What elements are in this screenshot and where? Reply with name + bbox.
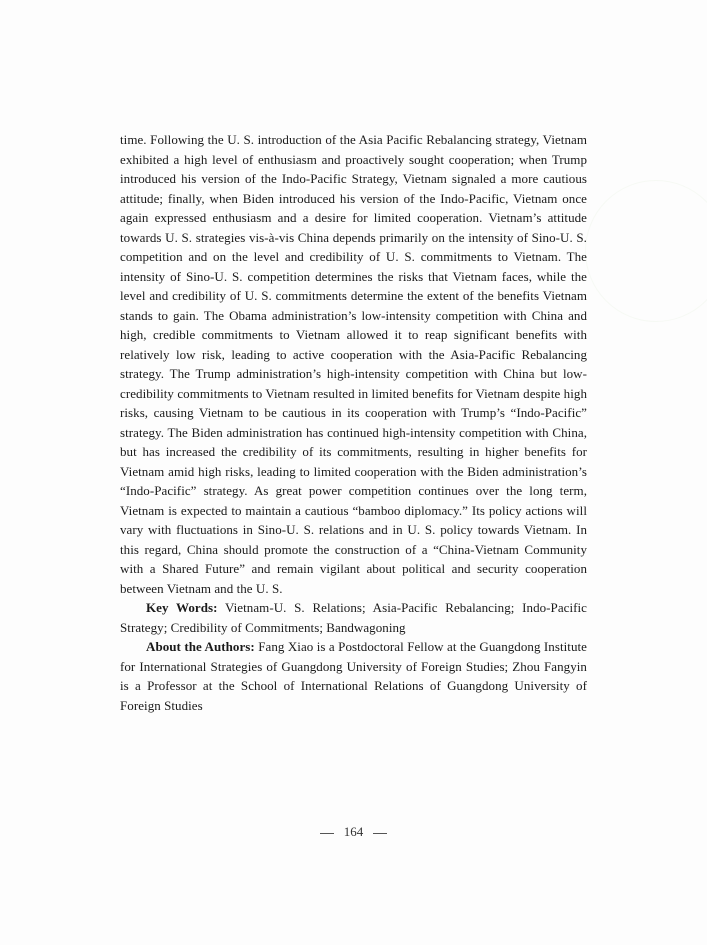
- authors-text: Fang Xiao is a Postdoctoral Fellow at the Guangdong Institute for International Strategies of Guangdong University of Foreign Studies; Zhou Fangyin is a Professor at the School of International Relations of Guangdong University of Foreign Studies: [120, 639, 587, 713]
- keywords-paragraph: [120, 598, 587, 637]
- page-number: 164: [343, 824, 364, 839]
- article-text: [120, 130, 587, 715]
- abstract-paragraph: time. Following the U. S. introduction of the Asia Pacific Rebalancing strategy, Vietnam exhibited a high level of enthusiasm and proactively sought cooperation; when Trump introduced his version of the Indo-Pacific Strategy, Vietnam signaled a more cautious attitude; finally, when Biden introduced his version of the Indo-Pacific, Vietnam once again expressed enthusiasm and a desire for limited cooperation. Vietnam’s attitude towards U. S. strategies vis-à-vis China depends primarily on the intensity of Sino-U. S. competition and on the level and credibility of U. S. commitments to Vietnam. The intensity of Sino-U. S. competition determines the risks that Vietnam faces, while the level and credibility of U. S. commitments determine the extent of the benefits Vietnam stands to gain. The Obama administration’s low-intensity competition with China and high, credible commitments to Vietnam allowed it to reap significant benefits with relatively low risk, leading to active cooperation with the Asia-Pacific Rebalancing strategy. The Trump administration’s high-intensity competition with China but low-credibility commitments to Vietnam resulted in limited benefits for Vietnam despite high risks, causing Vietnam to be cautious in its cooperation with Trump’s “Indo-Pacific” strategy. The Biden administration has continued high-intensity competition with China, but has increased the credibility of its commitments, resulting in higher benefits for Vietnam amid high risks, leading to limited cooperation with the Biden administration’s “Indo-Pacific” strategy. As great power competition continues over the long term, Vietnam is expected to maintain a cautious “bamboo diplomacy.” Its policy actions will vary with fluctuations in Sino-U. S. relations and in U. S. policy towards Vietnam. In this regard, China should promote the construction of a “China-Vietnam Community with a Shared Future” and remain vigilant about political and security cooperation between Vietnam and the U. S.: [120, 132, 587, 596]
- faint-watermark: [585, 180, 707, 322]
- footer-dash-left: [320, 833, 334, 834]
- authors-paragraph: [120, 637, 587, 715]
- authors-label: About the Authors:: [146, 639, 255, 654]
- footer-dash-right: [373, 833, 387, 834]
- page-footer: [0, 824, 707, 840]
- keywords-text: Vietnam-U. S. Relations; Asia-Pacific Rebalancing; Indo-Pacific Strategy; Credibility of Commitments; Bandwagoning: [120, 600, 587, 635]
- keywords-label: Key Words:: [146, 600, 218, 615]
